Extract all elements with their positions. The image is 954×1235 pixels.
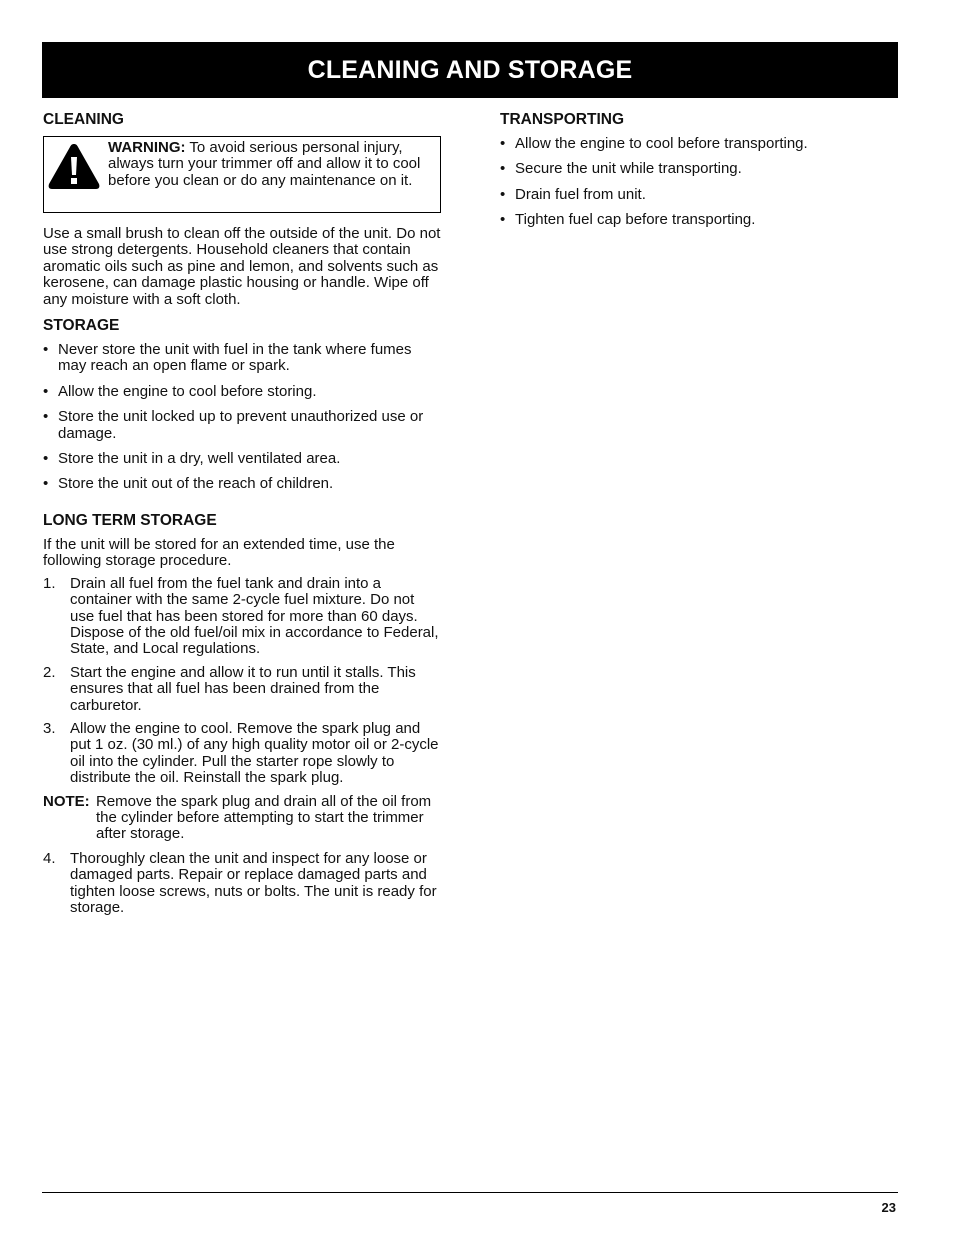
storage-steps-continued <box>43 851 441 917</box>
note-label: NOTE: <box>43 792 90 810</box>
list-item: • Store the unit locked up to prevent unauthorized use or damage. <box>43 408 424 442</box>
warning-message: To avoid serious personal injury, always turn your trimmer off and allow it to cool before you clean or do any maintenance on it. <box>108 139 421 189</box>
footer-divider <box>42 1192 898 1193</box>
section-banner <box>42 42 898 98</box>
step-number: 1. <box>43 574 56 592</box>
long-term-intro: If the unit will be stored for an extended time, use the following storage procedure. <box>43 535 395 570</box>
bullet: • <box>500 160 506 178</box>
list-item: • Store the unit out of the reach of children. <box>43 475 334 493</box>
step-number: 3. <box>43 719 56 737</box>
step-item: 2. Start the engine and allow it to run until it stalls. This ensures that all fuel has been drained from the carburetor. <box>43 663 416 714</box>
list-item: • Tighten fuel cap before transporting. <box>500 211 756 229</box>
storage-heading: STORAGE <box>43 317 120 335</box>
bullet: • <box>43 408 49 426</box>
list-item: • Secure the unit while transporting. <box>500 160 742 178</box>
long-term-storage-heading: LONG TERM STORAGE <box>43 511 217 529</box>
bullet: • <box>43 450 49 468</box>
transporting-list <box>500 136 898 229</box>
exclamation-triangle-icon <box>47 142 101 190</box>
storage-note <box>43 794 441 843</box>
storage-steps <box>43 576 441 787</box>
bullet: • <box>500 185 506 203</box>
step-number: 4. <box>43 849 56 867</box>
bullet: • <box>43 341 49 359</box>
note-text: Remove the spark plug and drain all of the oil from the cylinder before attempting to start the trimmer after storage. <box>96 792 432 843</box>
list-item: • Store the unit in a dry, well ventilated area. <box>43 450 341 468</box>
cleaning-paragraph: Use a small brush to clean off the outside of the unit. Do not use strong detergents. Household cleaners that contain aromatic oils such as pine and lemon, and solvents such as kerosene, can damage plastic housing or handle. Wipe off any moisture with a soft cloth. <box>43 225 441 308</box>
step-number: 2. <box>43 663 56 681</box>
warning-text <box>108 140 438 189</box>
left-column <box>43 111 441 923</box>
bullet: • <box>500 211 506 229</box>
page-number: 23 <box>881 1200 896 1215</box>
cleaning-heading: CLEANING <box>43 111 124 128</box>
transporting-heading: TRANSPORTING <box>500 111 624 128</box>
page-title: CLEANING AND STORAGE <box>307 55 633 84</box>
bullet: • <box>500 135 506 152</box>
right-column <box>500 111 898 238</box>
step-item: 1. Drain all fuel from the fuel tank and drain into a container with the same 2-cycle fuel mixture. Do not use fuel that has been stored for more than 60 days. Dispose of the old fuel/oil mix in accordance to Federal, State, and Local regulations. <box>43 574 439 658</box>
step-item: 4. Thoroughly clean the unit and inspect for any loose or damaged parts. Repair or replace damaged parts and tighten loose screws, nuts or bolts. The unit is ready for storage. <box>43 849 437 916</box>
warning-label: WARNING: <box>108 139 186 156</box>
bullet: • <box>43 382 49 400</box>
list-item: • Allow the engine to cool before transporting. <box>500 135 808 152</box>
step-item: 3. Allow the engine to cool. Remove the spark plug and put 1 oz. (30 ml.) of any high quality motor oil or 2-cycle oil into the cylinder. Pull the starter rope slowly to distribute the oil. Reinstall the spark plug. <box>43 719 439 787</box>
bullet: • <box>43 475 49 493</box>
warning-box <box>43 136 441 213</box>
storage-list <box>43 342 441 493</box>
list-item: • Allow the engine to cool before storing. <box>43 382 317 400</box>
list-item: • Never store the unit with fuel in the tank where fumes may reach an open flame or spark. <box>43 341 412 375</box>
list-item: • Drain fuel from unit. <box>500 185 646 203</box>
